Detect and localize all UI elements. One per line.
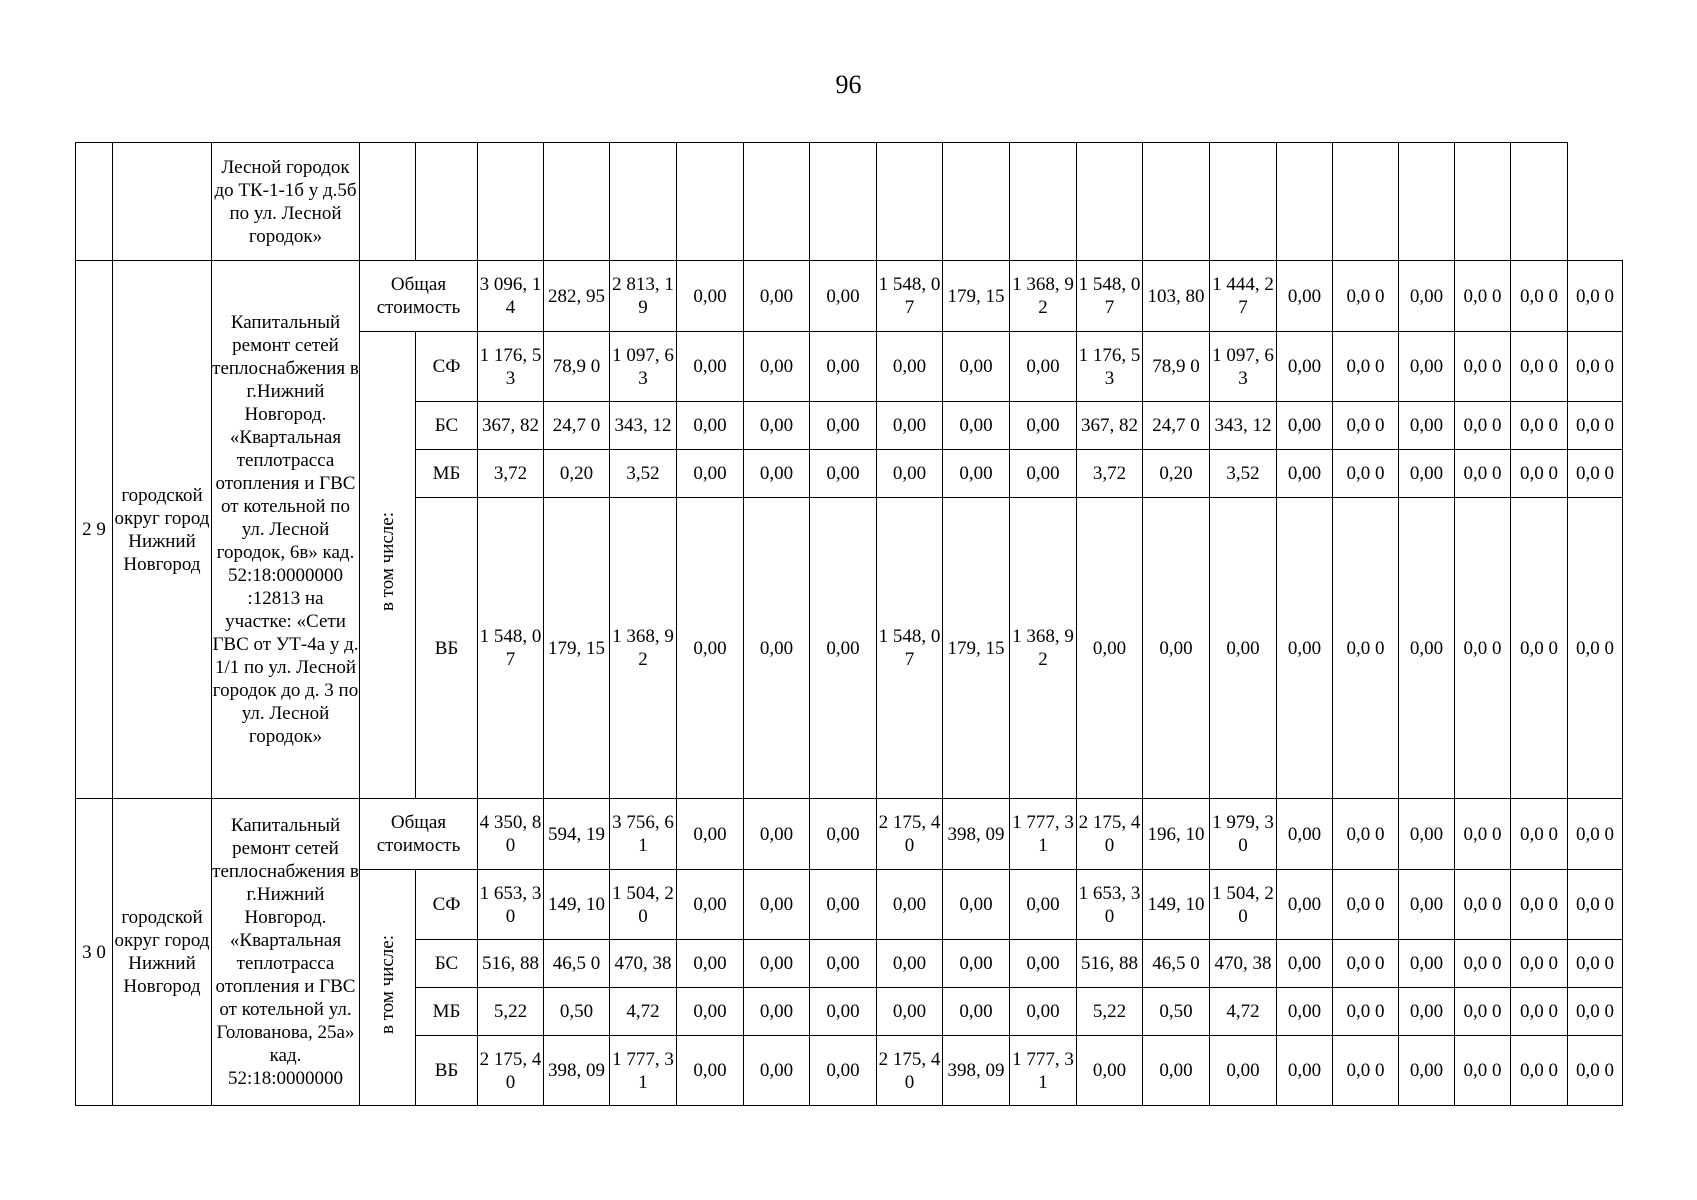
- value-cell: 0,00: [744, 988, 810, 1036]
- value-cell: 0,0 0: [1568, 402, 1623, 450]
- value-cell: 1 368, 92: [1010, 261, 1077, 332]
- value-cell: 0,00: [677, 799, 744, 870]
- value-cell: 0,00: [810, 450, 877, 498]
- value-cell: 367, 82: [478, 402, 544, 450]
- value-cell: 0,0 0: [1568, 261, 1623, 332]
- funding-source-label: СФ: [416, 332, 478, 402]
- value-cell: 0,00: [677, 870, 744, 940]
- value-cell: 0,00: [677, 261, 744, 332]
- value-cell: 0,00: [943, 870, 1010, 940]
- empty-cell: [360, 143, 416, 261]
- including-label: в том числе:: [377, 934, 398, 1035]
- value-cell: 3,52: [610, 450, 677, 498]
- value-cell: 0,0 0: [1568, 988, 1623, 1036]
- value-cell: 0,00: [877, 988, 943, 1036]
- value-cell: 0,00: [1277, 450, 1333, 498]
- value-cell: 179, 15: [943, 261, 1010, 332]
- value-cell: 0,20: [544, 450, 610, 498]
- value-cell: 0,0 0: [1511, 940, 1568, 988]
- value-cell: 0,0 0: [1333, 799, 1399, 870]
- value-cell: 1 548, 07: [478, 498, 544, 799]
- value-cell: 4,72: [1210, 988, 1277, 1036]
- municipality-cell: городской округ город Нижний Новгород: [113, 799, 212, 1106]
- value-cell: 0,50: [544, 988, 610, 1036]
- value-cell: 196, 10: [1143, 799, 1210, 870]
- value-cell: 516, 88: [1077, 940, 1143, 988]
- value-cell: 1 653, 30: [478, 870, 544, 940]
- empty-cell: [1143, 143, 1210, 261]
- value-cell: 0,00: [677, 988, 744, 1036]
- total-cost-label: Общая стоимость: [360, 799, 478, 870]
- value-cell: 0,00: [877, 940, 943, 988]
- value-cell: 2 813, 19: [610, 261, 677, 332]
- value-cell: 398, 09: [544, 1036, 610, 1106]
- value-cell: 0,00: [677, 498, 744, 799]
- value-cell: 0,00: [1077, 498, 1143, 799]
- empty-cell: [744, 143, 810, 261]
- value-cell: 0,0 0: [1568, 940, 1623, 988]
- value-cell: 0,00: [1399, 870, 1455, 940]
- value-cell: 1 097, 63: [610, 332, 677, 402]
- value-cell: 398, 09: [943, 799, 1010, 870]
- value-cell: 3,52: [1210, 450, 1277, 498]
- value-cell: 0,00: [1010, 332, 1077, 402]
- value-cell: 0,00: [943, 332, 1010, 402]
- value-cell: 0,00: [877, 450, 943, 498]
- table-body: [76, 143, 1623, 1106]
- value-cell: 0,00: [810, 332, 877, 402]
- value-cell: 0,0 0: [1568, 498, 1623, 799]
- funding-source-label: МБ: [416, 988, 478, 1036]
- value-cell: 1 777, 31: [1010, 799, 1077, 870]
- value-cell: 0,0 0: [1455, 450, 1511, 498]
- value-cell: 0,00: [1077, 1036, 1143, 1106]
- value-cell: 0,00: [1399, 402, 1455, 450]
- value-cell: 0,00: [677, 402, 744, 450]
- value-cell: 0,00: [810, 870, 877, 940]
- value-cell: 0,00: [810, 261, 877, 332]
- empty-cell: [76, 143, 113, 261]
- funding-source-label: БС: [416, 402, 478, 450]
- value-cell: 516, 88: [478, 940, 544, 988]
- value-cell: 179, 15: [544, 498, 610, 799]
- value-cell: 0,00: [744, 498, 810, 799]
- empty-cell: [1210, 143, 1277, 261]
- value-cell: 0,0 0: [1568, 799, 1623, 870]
- value-cell: 179, 15: [943, 498, 1010, 799]
- value-cell: 0,00: [1399, 940, 1455, 988]
- value-cell: 0,50: [1143, 988, 1210, 1036]
- value-cell: 0,00: [677, 332, 744, 402]
- value-cell: 343, 12: [1210, 402, 1277, 450]
- value-cell: 0,00: [1399, 450, 1455, 498]
- empty-cell: [1455, 143, 1511, 261]
- value-cell: 2 175, 40: [1077, 799, 1143, 870]
- value-cell: 0,00: [810, 988, 877, 1036]
- value-cell: 3 756, 61: [610, 799, 677, 870]
- empty-cell: [544, 143, 610, 261]
- value-cell: 0,00: [943, 402, 1010, 450]
- object-name-cell: Капитальный ремонт сетей теплоснабжения в г.Нижний Новгород. «Квартальная теплотрасса отопления и ГВС от котельной ул. Голованова, 25а» кад. 52:18:0000000: [212, 799, 360, 1106]
- value-cell: 0,00: [1277, 799, 1333, 870]
- funding-source-label: СФ: [416, 870, 478, 940]
- value-cell: 0,0 0: [1568, 450, 1623, 498]
- value-cell: 0,00: [744, 799, 810, 870]
- value-cell: 0,00: [1210, 1036, 1277, 1106]
- empty-cell: [1511, 143, 1568, 261]
- value-cell: 1 368, 92: [610, 498, 677, 799]
- value-cell: 0,00: [677, 450, 744, 498]
- empty-cell: [677, 143, 744, 261]
- value-cell: 0,0 0: [1333, 498, 1399, 799]
- value-cell: 0,00: [744, 940, 810, 988]
- value-cell: 0,0 0: [1333, 402, 1399, 450]
- table-row: [76, 799, 1623, 870]
- value-cell: 0,00: [810, 940, 877, 988]
- value-cell: 0,0 0: [1455, 870, 1511, 940]
- value-cell: 24,7 0: [1143, 402, 1210, 450]
- value-cell: 1 777, 31: [1010, 1036, 1077, 1106]
- value-cell: 0,0 0: [1455, 940, 1511, 988]
- value-cell: 0,20: [1143, 450, 1210, 498]
- value-cell: 0,00: [1277, 940, 1333, 988]
- value-cell: 0,00: [677, 1036, 744, 1106]
- value-cell: 5,22: [478, 988, 544, 1036]
- budget-table: [75, 142, 1623, 1106]
- value-cell: 0,00: [1277, 988, 1333, 1036]
- value-cell: 0,00: [1010, 450, 1077, 498]
- value-cell: 0,0 0: [1511, 402, 1568, 450]
- funding-source-label: ВБ: [416, 1036, 478, 1106]
- row-number-cell: 2 9: [76, 261, 113, 799]
- value-cell: 1 979, 30: [1210, 799, 1277, 870]
- value-cell: 4 350, 80: [478, 799, 544, 870]
- value-cell: 2 175, 40: [877, 1036, 943, 1106]
- value-cell: 0,0 0: [1333, 940, 1399, 988]
- value-cell: 0,00: [877, 402, 943, 450]
- value-cell: 4,72: [610, 988, 677, 1036]
- value-cell: 78,9 0: [1143, 332, 1210, 402]
- value-cell: 0,0 0: [1511, 1036, 1568, 1106]
- value-cell: 0,0 0: [1455, 261, 1511, 332]
- funding-source-label: МБ: [416, 450, 478, 498]
- value-cell: 0,00: [810, 799, 877, 870]
- value-cell: 0,00: [1399, 498, 1455, 799]
- total-cost-label: Общая стоимость: [360, 261, 478, 332]
- value-cell: 0,0 0: [1455, 332, 1511, 402]
- empty-cell: [810, 143, 877, 261]
- value-cell: 1 176, 53: [1077, 332, 1143, 402]
- empty-cell: [113, 143, 212, 261]
- value-cell: 0,00: [810, 498, 877, 799]
- value-cell: 5,22: [1077, 988, 1143, 1036]
- including-label-cell: [360, 870, 416, 1106]
- value-cell: 0,00: [943, 450, 1010, 498]
- value-cell: 1 777, 31: [610, 1036, 677, 1106]
- funding-source-label: БС: [416, 940, 478, 988]
- object-name-cell: Лесной городок до ТК-1-1б у д.5б по ул. Лесной городок»: [212, 143, 360, 261]
- value-cell: 0,00: [1277, 402, 1333, 450]
- value-cell: 0,00: [744, 261, 810, 332]
- value-cell: 0,0 0: [1455, 1036, 1511, 1106]
- value-cell: 1 504, 20: [1210, 870, 1277, 940]
- value-cell: 0,00: [1010, 870, 1077, 940]
- value-cell: 0,00: [1143, 1036, 1210, 1106]
- table-row: [76, 143, 1623, 261]
- including-label: в том числе:: [377, 512, 398, 612]
- value-cell: 1 097, 63: [1210, 332, 1277, 402]
- value-cell: 0,00: [1277, 261, 1333, 332]
- value-cell: 0,00: [744, 870, 810, 940]
- value-cell: 0,0 0: [1511, 450, 1568, 498]
- value-cell: 0,00: [1399, 799, 1455, 870]
- value-cell: 0,00: [1277, 498, 1333, 799]
- value-cell: 1 548, 07: [1077, 261, 1143, 332]
- value-cell: 0,00: [1210, 498, 1277, 799]
- value-cell: 0,0 0: [1511, 498, 1568, 799]
- value-cell: 0,0 0: [1333, 988, 1399, 1036]
- value-cell: 0,00: [744, 332, 810, 402]
- value-cell: 0,0 0: [1511, 799, 1568, 870]
- value-cell: 24,7 0: [544, 402, 610, 450]
- value-cell: 0,0 0: [1511, 332, 1568, 402]
- object-name-cell: Капитальный ремонт сетей теплоснабжения в г.Нижний Новгород. «Квартальная теплотрасса отопления и ГВС от котельной по ул. Лесной городок, 6в» кад. 52:18:0000000 :12813 на участке: «Сети ГВС от УТ-4а у д. 1/1 по ул. Лесной городок до д. 3 по ул. Лесной городок»: [212, 261, 360, 799]
- empty-cell: [1010, 143, 1077, 261]
- value-cell: 282, 95: [544, 261, 610, 332]
- empty-cell: [478, 143, 544, 261]
- value-cell: 343, 12: [610, 402, 677, 450]
- value-cell: 0,0 0: [1511, 988, 1568, 1036]
- value-cell: 1 548, 07: [877, 498, 943, 799]
- value-cell: 0,0 0: [1568, 1036, 1623, 1106]
- value-cell: 1 368, 92: [1010, 498, 1077, 799]
- value-cell: 398, 09: [943, 1036, 1010, 1106]
- value-cell: 0,00: [1010, 940, 1077, 988]
- value-cell: 0,0 0: [1568, 332, 1623, 402]
- value-cell: 0,00: [1399, 332, 1455, 402]
- funding-source-label: ВБ: [416, 498, 478, 799]
- value-cell: 470, 38: [1210, 940, 1277, 988]
- value-cell: 0,0 0: [1333, 870, 1399, 940]
- value-cell: 0,00: [1277, 332, 1333, 402]
- empty-cell: [1077, 143, 1143, 261]
- value-cell: 0,0 0: [1455, 402, 1511, 450]
- value-cell: 0,00: [1399, 988, 1455, 1036]
- value-cell: 0,00: [877, 332, 943, 402]
- value-cell: 0,00: [810, 402, 877, 450]
- value-cell: 0,00: [1399, 1036, 1455, 1106]
- value-cell: 3,72: [478, 450, 544, 498]
- value-cell: 1 548, 07: [877, 261, 943, 332]
- value-cell: 0,00: [744, 402, 810, 450]
- value-cell: 46,5 0: [1143, 940, 1210, 988]
- value-cell: 0,0 0: [1455, 498, 1511, 799]
- value-cell: 0,00: [1277, 1036, 1333, 1106]
- page-number: 96: [835, 70, 862, 99]
- value-cell: 2 175, 40: [478, 1036, 544, 1106]
- empty-cell: [1277, 143, 1333, 261]
- value-cell: 0,0 0: [1333, 1036, 1399, 1106]
- value-cell: 0,00: [744, 1036, 810, 1106]
- value-cell: 103, 80: [1143, 261, 1210, 332]
- including-label-cell: [360, 332, 416, 799]
- value-cell: 3 096, 14: [478, 261, 544, 332]
- value-cell: 1 444, 27: [1210, 261, 1277, 332]
- value-cell: 0,00: [1399, 261, 1455, 332]
- municipality-cell: городской округ город Нижний Новгород: [113, 261, 212, 799]
- value-cell: 0,00: [1010, 988, 1077, 1036]
- value-cell: 0,00: [744, 450, 810, 498]
- value-cell: 0,00: [1143, 498, 1210, 799]
- value-cell: 0,00: [810, 1036, 877, 1106]
- value-cell: 0,00: [943, 988, 1010, 1036]
- row-number-cell: 3 0: [76, 799, 113, 1106]
- value-cell: 149, 10: [1143, 870, 1210, 940]
- empty-cell: [1333, 143, 1399, 261]
- value-cell: 594, 19: [544, 799, 610, 870]
- empty-cell: [1399, 143, 1455, 261]
- value-cell: 0,0 0: [1333, 332, 1399, 402]
- value-cell: 149, 10: [544, 870, 610, 940]
- value-cell: 0,0 0: [1455, 988, 1511, 1036]
- value-cell: 0,00: [1010, 402, 1077, 450]
- value-cell: 0,0 0: [1333, 261, 1399, 332]
- value-cell: 0,0 0: [1455, 799, 1511, 870]
- value-cell: 0,00: [1277, 870, 1333, 940]
- value-cell: 3,72: [1077, 450, 1143, 498]
- value-cell: 1 653, 30: [1077, 870, 1143, 940]
- value-cell: 0,0 0: [1568, 870, 1623, 940]
- value-cell: 470, 38: [610, 940, 677, 988]
- value-cell: 46,5 0: [544, 940, 610, 988]
- value-cell: 367, 82: [1077, 402, 1143, 450]
- value-cell: 0,00: [677, 940, 744, 988]
- value-cell: 0,00: [943, 940, 1010, 988]
- empty-cell: [943, 143, 1010, 261]
- value-cell: 0,0 0: [1511, 870, 1568, 940]
- empty-cell: [416, 143, 478, 261]
- value-cell: 0,0 0: [1511, 261, 1568, 332]
- value-cell: 1 504, 20: [610, 870, 677, 940]
- value-cell: 2 175, 40: [877, 799, 943, 870]
- empty-cell: [877, 143, 943, 261]
- table-row: [76, 261, 1623, 332]
- value-cell: 1 176, 53: [478, 332, 544, 402]
- empty-cell: [610, 143, 677, 261]
- value-cell: 0,00: [877, 870, 943, 940]
- value-cell: 78,9 0: [544, 332, 610, 402]
- value-cell: 0,0 0: [1333, 450, 1399, 498]
